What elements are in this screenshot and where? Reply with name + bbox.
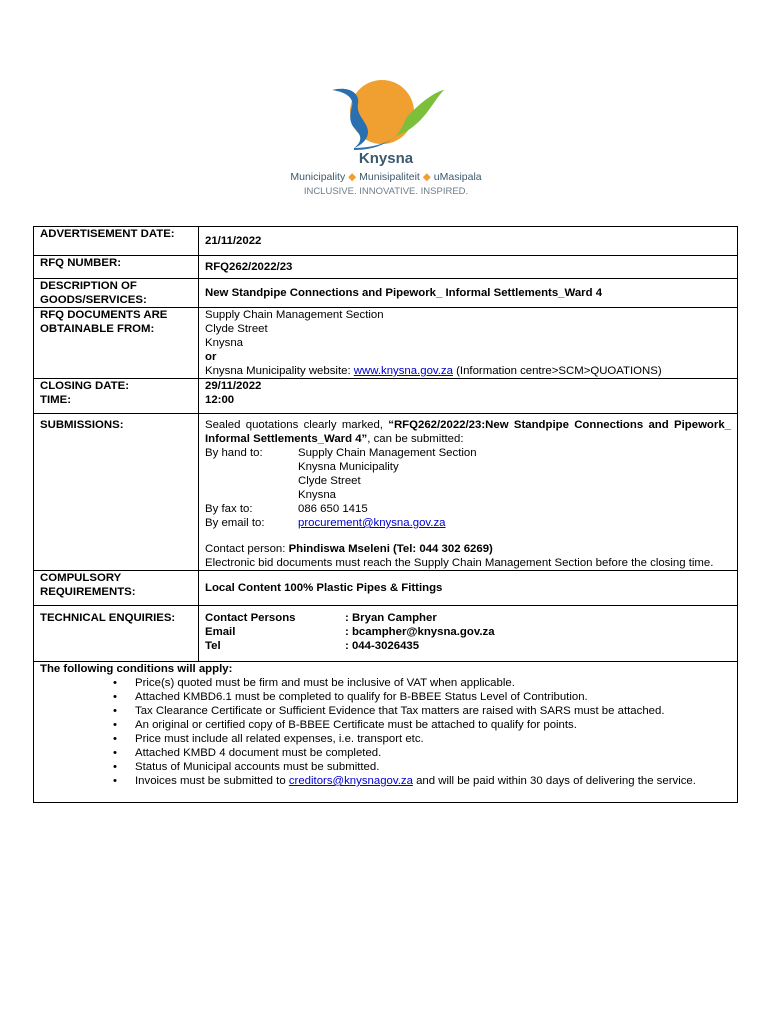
condition-item: • Status of Municipal accounts must be submitted.: [135, 760, 731, 774]
row-technical: [34, 606, 738, 662]
condition-item: • Tax Clearance Certificate or Sufficient Evidence that Tax matters are raised with SARS must be attached.: [135, 704, 731, 718]
row-conditions: [34, 662, 738, 803]
logo-tagline-2: Munisipaliteit: [359, 171, 420, 183]
logo-emblem-icon: [256, 78, 516, 152]
logo-tagline: [256, 171, 516, 183]
by-hand-block: [205, 446, 731, 502]
row-compulsory: [34, 571, 738, 606]
closing-date-value: 29/11/2022: [205, 380, 262, 392]
address-line: Supply Chain Management Section: [298, 447, 477, 459]
row-advertisement-date: [34, 227, 738, 256]
website-link[interactable]: www.knysna.gov.za: [353, 365, 453, 377]
compulsory-value: Local Content 100% Plastic Pipes & Fittings: [199, 571, 738, 606]
by-hand-address: [298, 446, 477, 502]
submissions-intro-text: Sealed quotations clearly marked,: [205, 419, 389, 431]
knysna-logo: [256, 78, 516, 202]
description-value: New Standpipe Connections and Pipework_ Informal Settlements_Ward 4: [199, 279, 738, 308]
website-prefix: Knysna Municipality website:: [205, 365, 354, 377]
tech-row: [205, 625, 731, 639]
creditors-email-link[interactable]: creditors@knysnagov.za: [288, 775, 413, 787]
by-fax-label: By fax to:: [205, 503, 253, 515]
by-email-block: [205, 516, 731, 530]
by-fax-value: 086 650 1415: [298, 503, 368, 515]
row-closing: [34, 379, 738, 414]
technical-label: TECHNICAL ENQUIRIES:: [34, 606, 199, 662]
electronic-note: Electronic bid documents must reach the Supply Chain Management Section before the closing time.: [205, 557, 714, 569]
closing-value: [199, 379, 738, 414]
conditions-list: [40, 676, 731, 788]
by-email-label: By email to:: [205, 517, 265, 529]
technical-value: [199, 606, 738, 662]
documents-value: [199, 308, 738, 379]
logo-tagline-1: Municipality: [290, 171, 346, 183]
spacer: [205, 530, 731, 542]
tech-val: : bcampher@knysna.gov.za: [345, 626, 495, 638]
tech-row: [205, 611, 731, 625]
tech-val: : 044-3026435: [345, 640, 420, 652]
address-line: Knysna: [298, 489, 336, 501]
documents-line: Knysna: [205, 337, 243, 349]
condition-item: • An original or certified copy of B-BBEE Certificate must be attached to qualify for points.: [135, 718, 731, 732]
closing-time-label: TIME:: [40, 394, 72, 406]
submissions-value: [199, 414, 738, 571]
invoices-suffix: and will be paid within 30 days of delivering the service.: [412, 775, 696, 787]
condition-item: • Price must include all related expenses, i.e. transport etc.: [135, 732, 731, 746]
tech-key: Email: [205, 626, 236, 638]
documents-line: Supply Chain Management Section: [205, 309, 384, 321]
closing-date-label: CLOSING DATE:: [40, 380, 130, 392]
logo-brand-name: Knysna: [358, 150, 414, 167]
condition-item: • Attached KMBD 4 document must be completed.: [135, 746, 731, 760]
compulsory-label: COMPULSORY REQUIREMENTS:: [34, 571, 199, 606]
condition-item: • Attached KMBD6.1 must be completed to qualify for B-BBEE Status Level of Contribution.: [135, 690, 731, 704]
logo-motto: INCLUSIVE. INNOVATIVE. INSPIRED.: [303, 186, 469, 197]
row-submissions: [34, 414, 738, 571]
diamond-icon: ◆: [348, 171, 360, 183]
advertisement-date-label: ADVERTISEMENT DATE:: [34, 227, 199, 256]
documents-line: Clyde Street: [205, 323, 268, 335]
closing-label: [34, 379, 199, 414]
procurement-email-link[interactable]: procurement@knysna.gov.za: [298, 517, 446, 529]
address-line: Clyde Street: [298, 475, 361, 487]
tech-val: : Bryan Campher: [345, 612, 437, 624]
closing-time-value: 12:00: [205, 394, 235, 406]
condition-item-invoices: [135, 774, 731, 788]
row-description: [34, 279, 738, 308]
conditions-cell: [34, 662, 738, 803]
condition-item: • Price(s) quoted must be firm and must be inclusive of VAT when applicable.: [135, 676, 731, 690]
row-rfq-number: [34, 256, 738, 279]
documents-or: or: [205, 351, 217, 363]
conditions-heading: The following conditions will apply:: [40, 663, 233, 675]
documents-website-line: [205, 364, 731, 378]
row-documents: [34, 308, 738, 379]
by-fax-block: [205, 502, 731, 516]
documents-label: RFQ DOCUMENTS ARE OBTAINABLE FROM:: [34, 308, 199, 379]
address-line: Knysna Municipality: [298, 461, 399, 473]
contact-person-value: Phindiswa Mseleni (Tel: 044 302 6269): [288, 543, 493, 555]
contact-prefix: Contact person:: [205, 543, 289, 555]
tech-key: Tel: [205, 640, 221, 652]
rfq-number-label: RFQ NUMBER:: [34, 256, 199, 279]
submissions-intro: [205, 418, 731, 446]
description-label: DESCRIPTION OF GOODS/SERVICES:: [34, 279, 199, 308]
diamond-icon: ◆: [422, 171, 434, 183]
rfq-details-table: [33, 226, 738, 803]
invoices-prefix: Invoices must be submitted to: [135, 775, 289, 787]
submissions-marking: “RFQ262/2022/23:New Standpipe Connections and Pipework_ Informal Settlements_Ward 4”: [205, 419, 731, 445]
website-suffix: (Information centre>SCM>QUOATIONS): [452, 365, 662, 377]
contact-person: [205, 542, 731, 556]
submissions-tail: , can be submitted:: [367, 433, 464, 445]
rfq-number-value: RFQ262/2022/23: [199, 256, 738, 279]
logo-tagline-3: uMasipala: [433, 171, 482, 183]
advertisement-date-value: 21/11/2022: [199, 227, 738, 256]
tech-key: Contact Persons: [205, 612, 296, 624]
tech-row: [205, 639, 731, 653]
submissions-label: SUBMISSIONS:: [34, 414, 199, 571]
by-hand-label: By hand to:: [205, 447, 263, 459]
